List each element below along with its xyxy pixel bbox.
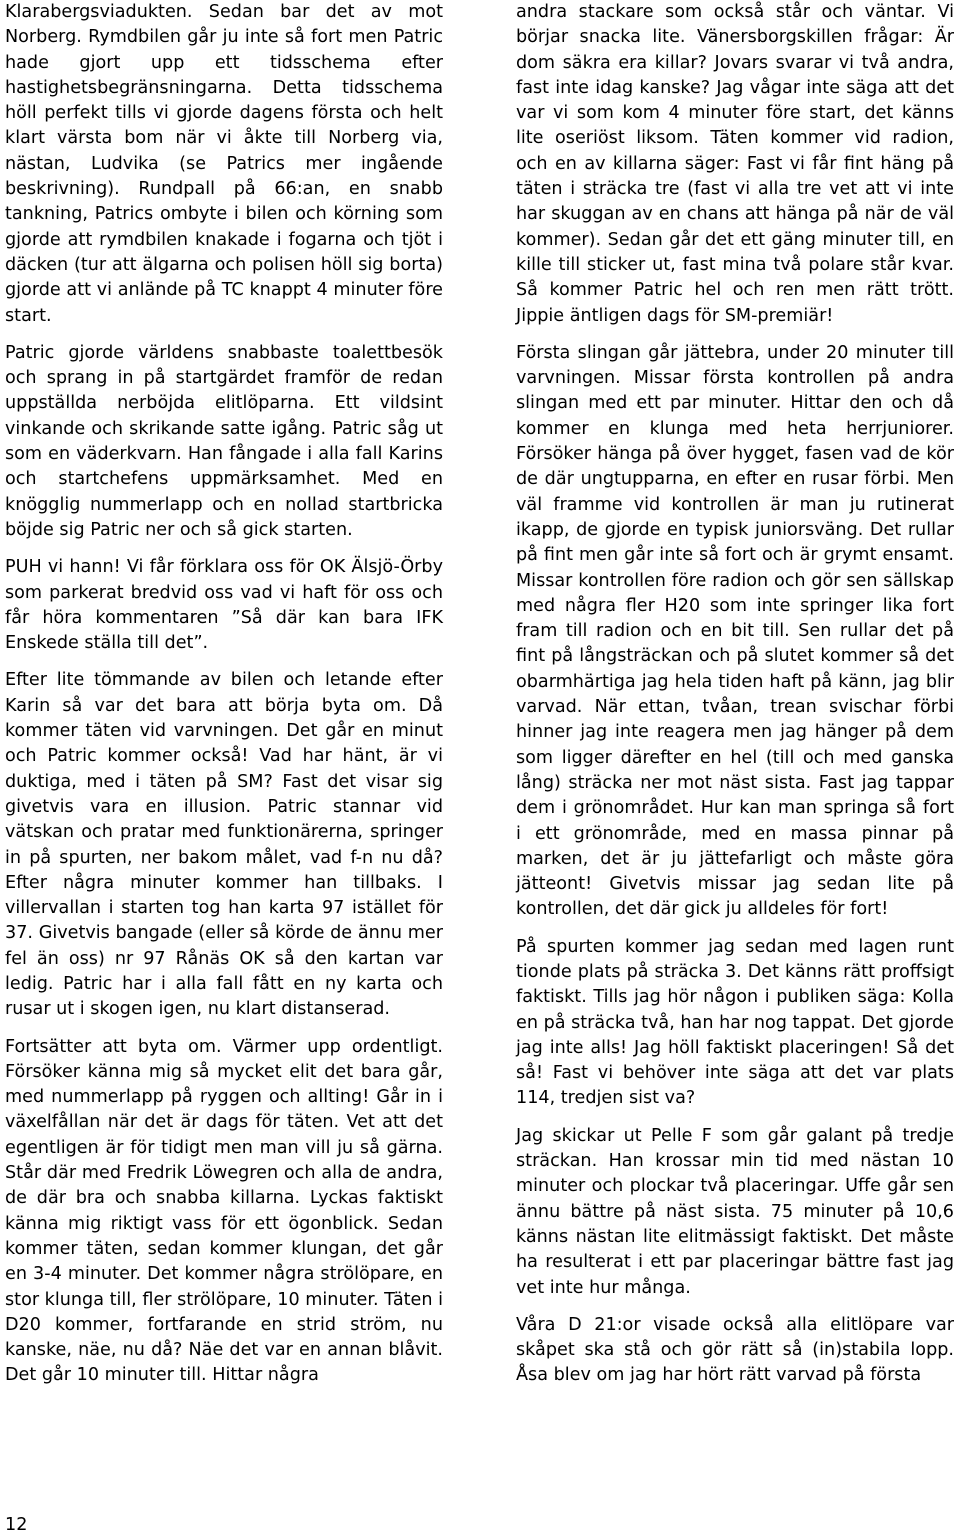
paragraph: andra stackare som också står och väntar. Vi börjar snacka lite. Vänersborgskillen frågar: Är dom säkra era killar? Jovars svarar vi två andra, fast inte idag kanske? Jag vågar inte säga att det var vi som kom 4 minuter före start, det känns lite oseriöst liksom. Täten kommer vid radion, och en av killarna säger: Fast vi får fint häng på täten i sträcka tre (fast vi alla tre vet att vi inte har skuggan av en chans att hänga på när de väl kommer). Sedan går det ett gäng minuter till, en kille till sticker ut, fast mina två polare står kvar. Så kommer Patric hel och ren men rätt trött. Jippie äntligen dags för SM-premiär! xyxy=(516,2,954,326)
paragraph: Våra D 21:or visade också alla elitlöpare var skåpet ska stå och gör rätt så (in)stabila lopp. Åsa blev om jag har hört rätt varvad på första xyxy=(516,1314,954,1386)
paragraph: Klarabergsviadukten. Sedan bar det av mot Norberg. Rymdbilen går ju inte så fort men Patric hade gjort upp ett tidsschema efter hastighetsbegränsningarna. Detta tidsschema höll perfekt tills vi gjorde dagens första och helt klart värsta bom när vi åkte till Norberg via, nästan, Ludvika (se Patrics mer ingående beskrivning). Rundpall på 66:an, en snabb tankning, Patrics ombyte i bilen och körning som gjorde att rymdbilen knakade i fogarna och tjöt i däcken (tur att älgarna och polisen höll sig borta) gjorde att vi anlände på TC knappt 4 minuter före start. xyxy=(5,2,443,326)
paragraph: På spurten kommer jag sedan med lagen runt tionde plats på sträcka 3. Det känns rätt proffsigt faktiskt. Tills jag hör någon i publiken säga: Kolla en på sträcka två, han har nog tappat. Det gjorde jag inte alls! Jag höll faktiskt placeringen! Så det så! Fast vi behöver inte säga att det var plats 114, tredjen sist va? xyxy=(516,936,954,1109)
page-number: 12 xyxy=(5,1515,28,1535)
right-text-column xyxy=(516,0,954,1389)
left-text-column xyxy=(5,0,443,1389)
paragraph: Efter lite tömmande av bilen och letande efter Karin så var det bara att börja byta om. Då kommer täten vid varvningen. Det går en minut och Patric kommer också! Vad har hänt, är vi duktiga, med i täten på SM? Fast det visar sig givetvis vara en illusion. Patric stannar vid vätskan och pratar med funktionärerna, springer in på spurten, ner bakom målet, vad f-n nu då? Efter några minuter kommer han tillbaks. I villervallan i starten tog han karta 97 istället för 37. Givetvis bangade (eller så körde de ännu mer fel än oss) nr 97 Rånäs OK så den kartan var ledig. Patric har i alla fall fått en ny karta och rusar ut i skogen igen, nu klart distanserad. xyxy=(5,670,443,1020)
paragraph: Första slingan går jättebra, under 20 minuter till varvningen. Missar första kontrollen på andra slingan med ett par minuter. Hittar den och då kommer en klunga med heta herrjuniorer. Försöker hänga på över hygget, fasen vad de kör de där ungtupparna, en efter en rusar förbi. Men väl framme vid kontrollen är man ju rutinerat ikapp, de gjorde en typisk juniorsväng. Det rullar på fint men går inte så fort och är grymt ensamt. Missar kontrollen före radion och gör sen sällskap med några fler H20 som inte springer lika fort fram till radion och en bit till. Sen rullar det på fint på långsträckan och på slutet kommer så det obarmhärtiga jag hela tiden haft på känn, jag blir varvad. När ettan, tvåan, trean svischar förbi hinner jag inte reagera men jag hänger på dem som ligger därefter en hel (till och med ganska lång) sträcka ner mot näst sista. Fast jag tappar dem i grönområdet. Hur kan man springa så fort i ett grönområde, med en massa pinnar på marken, det är ju jättefarligt och måste göra jätteont! Givetvis missar jag sedan lite på kontrollen, det där gick ju alldeles för fort! xyxy=(516,342,954,920)
paragraph: Patric gjorde världens snabbaste toalettbesök och sprang in på startgärdet framför de redan uppställda nerböjda elitlöparna. Ett vildsint vinkande och skrikande satte igång. Patric såg ut som en väderkvarn. Han fångade i alla fall Karins och startchefens uppmärksamhet. Med en knögglig nummerlapp och en nollad startbricka böjde sig Patric ner och så gick starten. xyxy=(5,342,443,540)
paragraph: PUH vi hann! Vi får förklara oss för OK Älsjö-Örby som parkerat bredvid oss vad vi haft för oss och får höra kommentaren ”Så där kan bara IFK Enskede ställa till det”. xyxy=(5,557,443,654)
paragraph: Jag skickar ut Pelle F som går galant på tredje sträckan. Han krossar min tid med nästan 10 minuter och plockar två placeringar. Uffe går sen ännu bättre på näst sista. 75 minuter på 10,6 känns nästan lite elitmässigt faktiskt. Det måste ha resulterat i ett par placeringar bättre fast jag vet inte hur många. xyxy=(516,1125,954,1298)
paragraph: Fortsätter att byta om. Värmer upp ordentligt. Försöker känna mig så mycket elit det bara går, med nummerlapp på ryggen och allting! Går in i växelfållan när det är dags för täten. Vet att det egentligen är för tidigt men man vill ju så gärna. Står där med Fredrik Löwegren och alla de andra, de där bra och snabba killarna. Lyckas faktiskt känna mig riktigt vass för ett ögonblick. Sedan kommer täten, sedan kommer klungan, det går en 3-4 minuter. Det kommer några strölöpare, en stor klunga till, fler strölöpare, 10 minuter. Täten i D20 kommer, fortfarande en strid ström, nu kanske, näe, nu då? Näe det var en annan blåvit. Det går 10 minuter till. Hittar några xyxy=(5,1036,443,1386)
